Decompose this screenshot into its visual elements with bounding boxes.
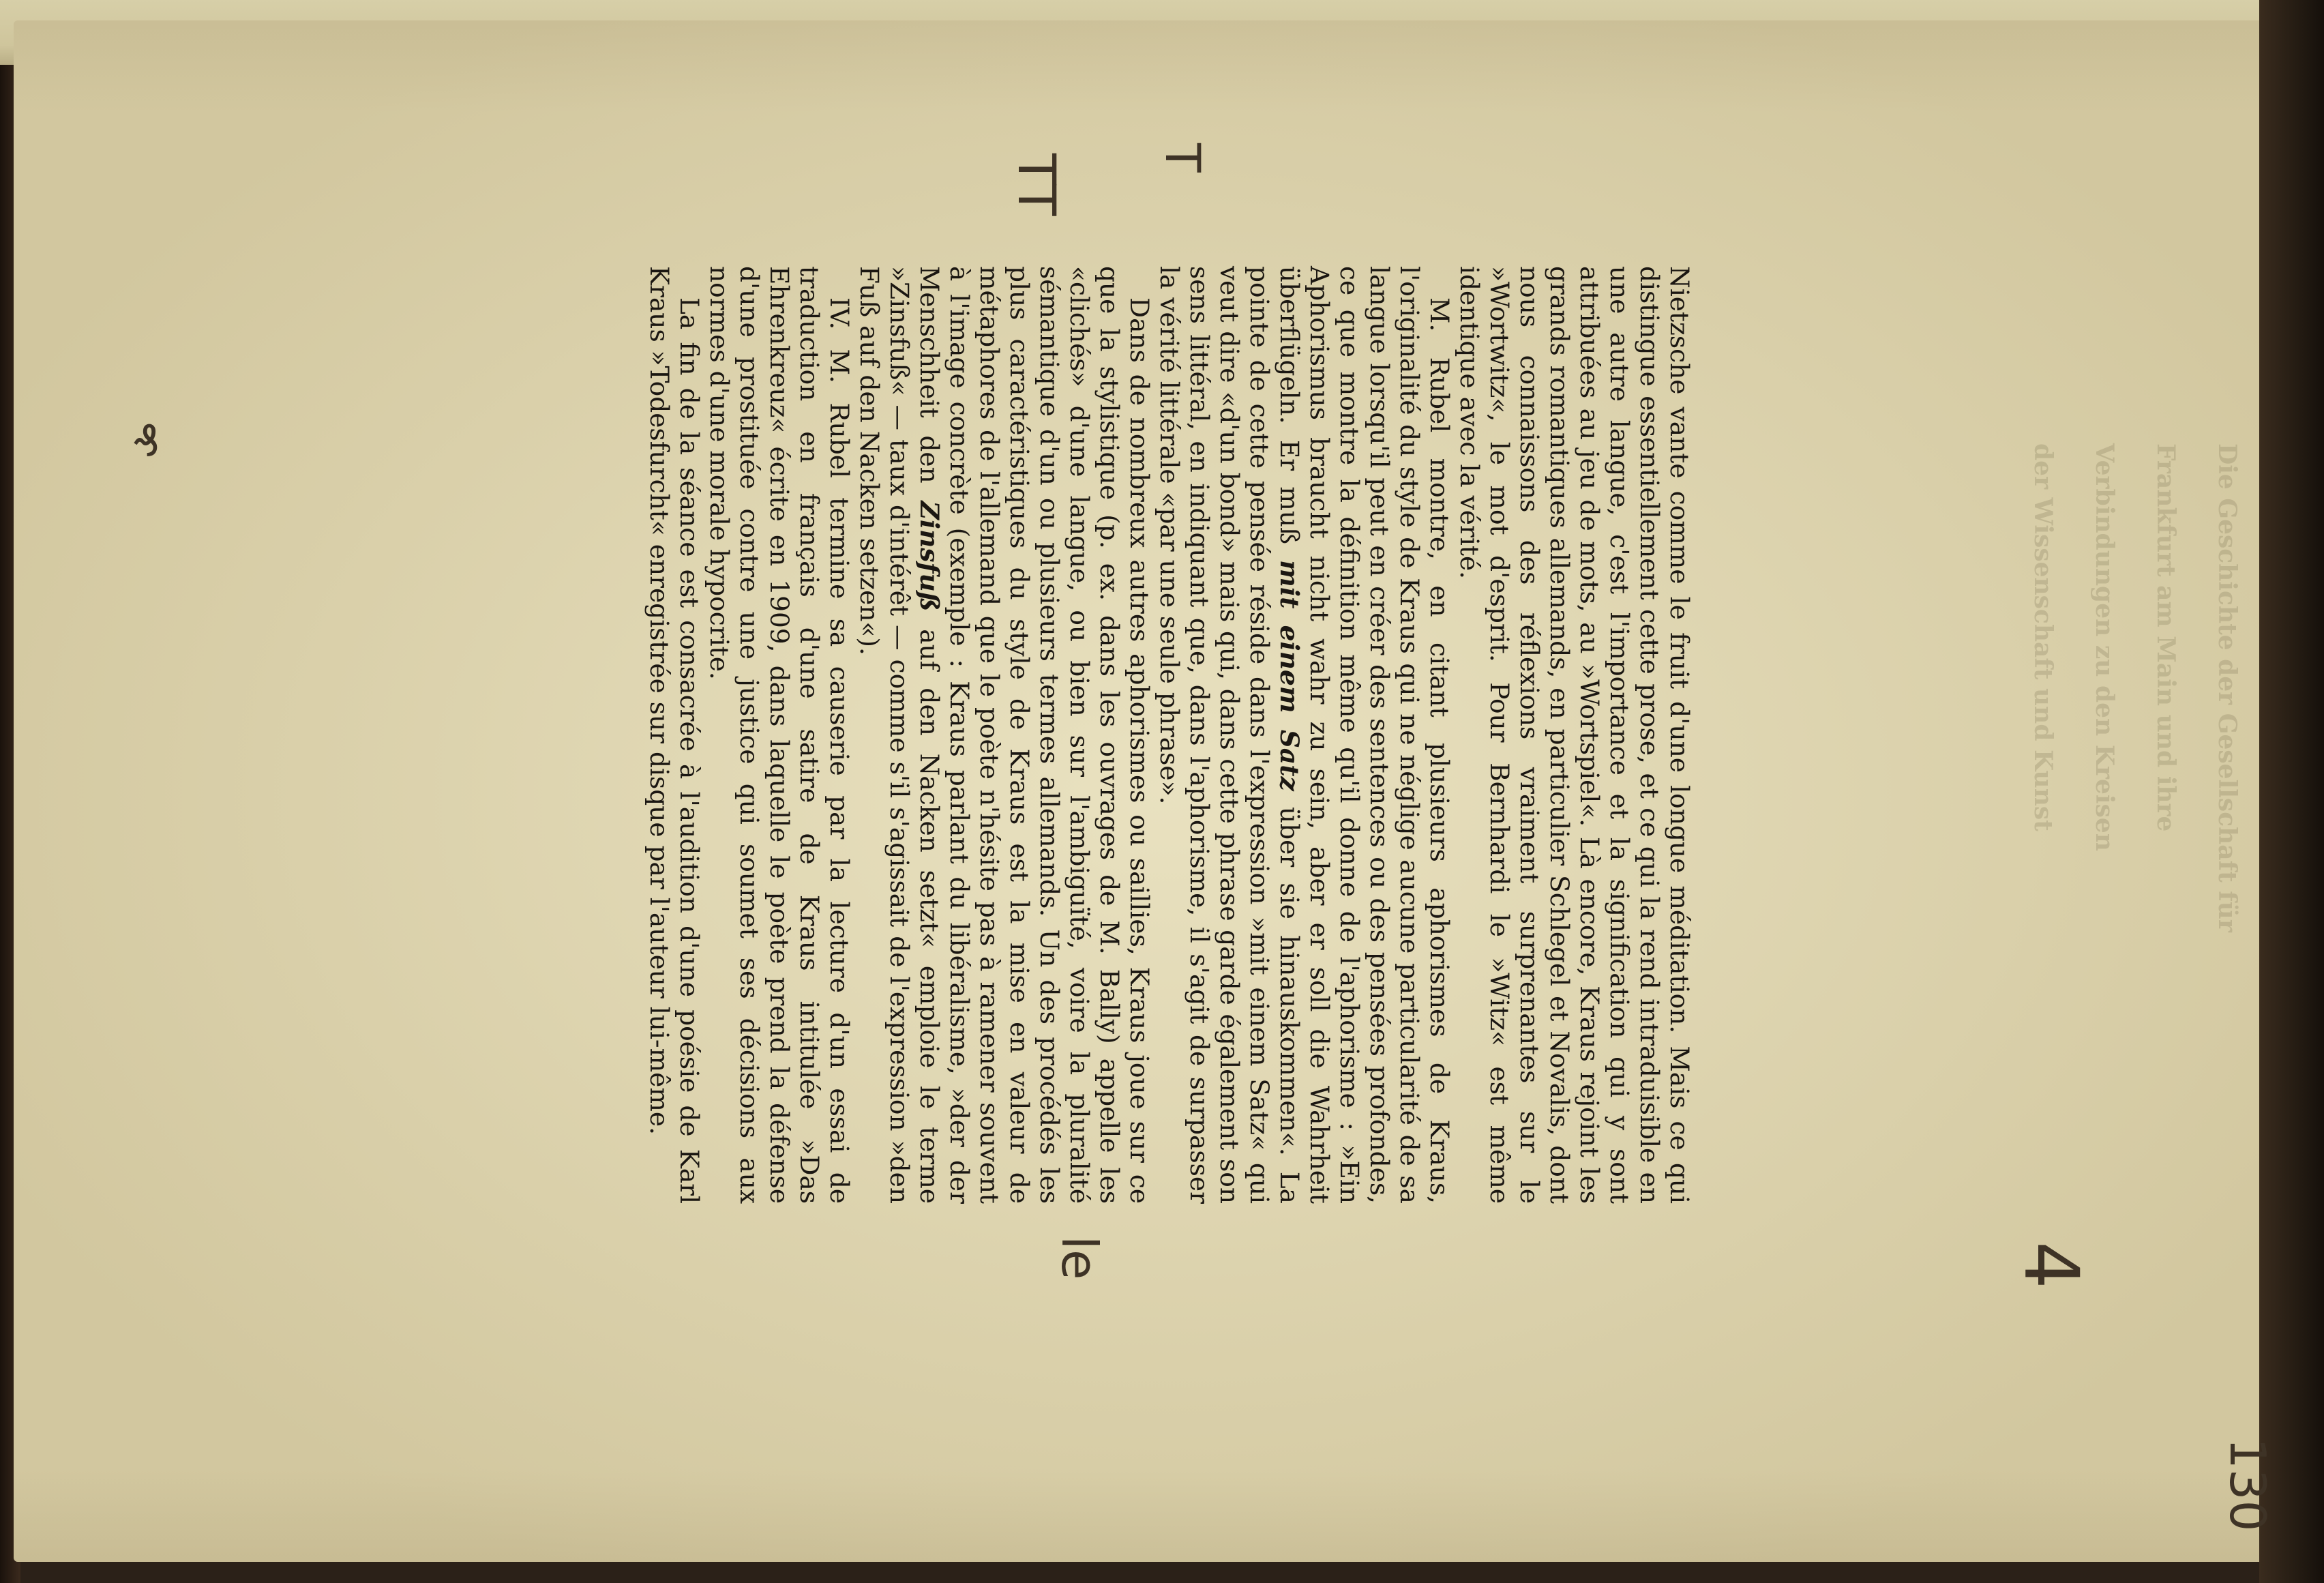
emphasis-text: mit einem Satz	[1275, 560, 1305, 791]
paragraph-rubel-aphorisms	[1154, 266, 1455, 1204]
handwritten-page-number: 130	[2219, 1438, 2276, 1532]
body-text	[644, 266, 1695, 1204]
bleed-through-line: Die Geschichte der Gesellschaft für	[2213, 443, 2241, 932]
handwritten-margin-mark: TT	[1007, 153, 1067, 216]
paragraph-nietzsche: Nietzsche vante comme le fruit d'une longue méditation. Mais ce qui distingue essentiellement cette prose, et ce qui la rend intraduisible en une autre langue, c'est l'importance et la signification qui y sont attribuées au jeu de mots, au »Wortspiel«. Là encore, Kraus rejoint les grands romantiques allemands, en particulier Schlegel et Novalis, dont nous connaissons des réflexions vraiment surprenantes sur le »Wortwitz«, le mot d'esprit. Pour Bernhardi le »Witz« est même identique avec la vérité.	[1455, 266, 1695, 1204]
paragraph-iv-causerie: IV. M. Rubel termine sa causerie par la lecture d'un essai de traduction en français d'une satire de Kraus intitulée »Das Ehrenkreuz« écrite en 1909, dans laquelle le poète prend la défense d'une prostituée contre une justice qui soumet ses décisions aux normes d'une morale hypocrite.	[704, 266, 854, 1204]
paragraph-text: auf den Nacken setzt« emploie le terme »Zinsfuß« — taux d'intérêt — comme s'il s'agissait de l'expression »den Fuß auf den Nacken setzen«).	[854, 266, 944, 1204]
paragraph-text: Dans de nombreux autres aphorismes ou saillies, Kraus joue sur ce que la stylistique (p. ex. dans les ouvrages de M. Bally) appelle les «clichés» d'une langue, ou bien sur l'ambiguïté, voire la pluralité sémantique d'un ou plusieurs termes allemands. Un des procédés les plus caractéristiques du style de Kraus est la mise en valeur de métaphores de l'allemand que le poète n'hésite pas à ramener souvent à l'image concrète (exemple : Kraus parlant du libéralisme, »der der Menschheit den	[914, 266, 1154, 1204]
scan-right-edge	[2259, 0, 2324, 1583]
handwritten-correction-mark: le	[1051, 1236, 1108, 1280]
paragraph-fin-seance: La fin de la séance est consacrée à l'audition d'une poésie de Karl Kraus »Todesfurcht« enregistrée sur disque par l'auteur lui-même.	[644, 266, 704, 1204]
emphasis-text: Zinsfuß	[914, 501, 944, 612]
paragraph-saillies	[854, 266, 1154, 1204]
bleed-through-line: Frankfurt am Main und ihre	[2151, 443, 2180, 832]
handwritten-margin-number: 4	[2008, 1241, 2095, 1289]
bleed-through-line: der Wissenschaft und Kunst	[2029, 443, 2057, 831]
bleed-through-line: Verbindungen zu den Kreisen	[2090, 443, 2119, 851]
paragraph-text: M. Rubel montre, en citant plusieurs aphorismes de Kraus, l'originalité du style de Kraus qui ne néglige aucune particularité de sa langue lorsqu'il peut en créer des sentences ou des pensées profondes, ce que montre la définition même qu'il donne de l'aphorisme : »Ein Aphorismus braucht nicht wahr zu sein, aber er soll die Wahrheit überflügeln. Er muß	[1275, 266, 1455, 1204]
handwritten-delete-mark: ₰	[133, 416, 160, 466]
paragraph-text: über sie hinauskommen«. La pointe de cette pensée réside dans l'expression »mit einem Satz« qui veut dire «d'un bond» mais qui, dans cette phrase garde également son sens littéral, en indiquant que, dans l'aphorisme, il s'agit de surpasser la vérité littérale «par une seule phrase».	[1154, 266, 1305, 1204]
handwritten-margin-mark: T	[1154, 143, 1210, 173]
